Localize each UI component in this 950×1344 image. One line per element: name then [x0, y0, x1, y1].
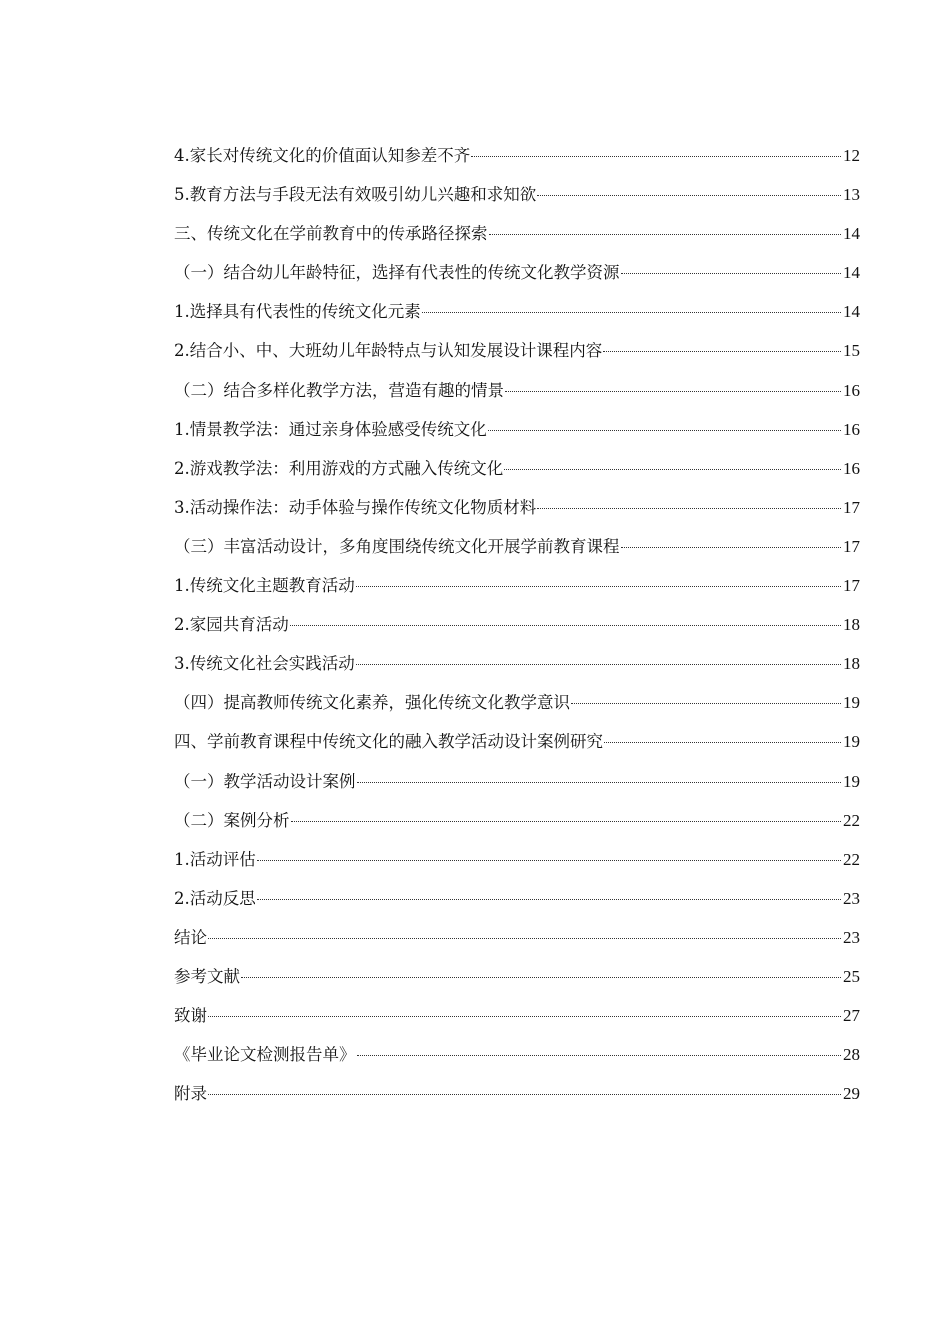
toc-entry-page: 28 — [843, 1045, 860, 1065]
toc-leader-dots — [208, 1094, 841, 1095]
toc-entry — [174, 605, 860, 644]
toc-entry — [174, 879, 860, 918]
toc-leader-dots — [291, 821, 842, 822]
toc-entry-title: 《毕业论文检测报告单》 — [174, 1045, 356, 1065]
toc-entry-page: 13 — [843, 185, 860, 205]
toc-entry — [174, 996, 860, 1035]
toc-entry-title: 结论 — [174, 927, 207, 947]
toc-leader-dots — [488, 430, 841, 431]
toc-entry — [174, 644, 860, 683]
toc-entry-title: 三、传统文化在学前教育中的传承路径探索 — [174, 224, 488, 244]
toc-entry-title: 四、学前教育课程中传统文化的融入教学活动设计案例研究 — [174, 732, 603, 752]
toc-entry — [174, 136, 860, 175]
toc-entry-page: 22 — [843, 810, 860, 830]
toc-entry — [174, 527, 860, 566]
toc-entry — [174, 253, 860, 292]
toc-entry-page: 12 — [843, 146, 860, 165]
toc-leader-dots — [621, 273, 842, 274]
toc-entry-page: 17 — [843, 497, 860, 517]
toc-entry-title: 3.传统文化社会实践活动 — [174, 654, 355, 674]
toc-leader-dots — [571, 703, 841, 704]
toc-leader-dots — [505, 391, 841, 392]
toc-entry-page: 19 — [843, 732, 860, 752]
toc-entry-title: （四）提高教师传统文化素养，强化传统文化教学意识 — [174, 693, 570, 713]
toc-leader-dots — [537, 508, 841, 509]
toc-entry — [174, 566, 860, 605]
toc-entry — [174, 801, 860, 840]
toc-leader-dots — [290, 625, 841, 626]
toc-entry-page: 18 — [843, 615, 860, 635]
toc-entry-page: 23 — [843, 888, 860, 908]
toc-entry-page: 15 — [843, 341, 860, 361]
toc-leader-dots — [489, 234, 842, 235]
toc-entry-page: 16 — [843, 380, 860, 400]
toc-entry-page: 23 — [843, 927, 860, 947]
toc-entry-page: 25 — [843, 966, 860, 986]
toc-entry-page: 17 — [843, 536, 860, 556]
toc-entry — [174, 488, 860, 527]
toc-leader-dots — [504, 469, 841, 470]
toc-entry-title: （一）教学活动设计案例 — [174, 771, 356, 791]
toc-leader-dots — [621, 547, 842, 548]
toc-leader-dots — [603, 351, 841, 352]
toc-entry-page: 19 — [843, 693, 860, 713]
toc-entry-page: 14 — [843, 224, 860, 244]
toc-entry-title: 2.结合小、中、大班幼儿年龄特点与认知发展设计课程内容 — [174, 341, 603, 361]
toc-entry-title: 2.游戏教学法：利用游戏的方式融入传统文化 — [174, 458, 504, 478]
toc-entry — [174, 371, 860, 410]
toc-entry-title: （二）案例分析 — [174, 810, 290, 830]
toc-leader-dots — [471, 156, 841, 157]
toc-leader-dots — [604, 742, 841, 743]
toc-entry-page: 16 — [843, 419, 860, 439]
toc-entry-title: （一）结合幼儿年龄特征，选择有代表性的传统文化教学资源 — [174, 263, 620, 283]
toc-entry-title: 1.情景教学法：通过亲身体验感受传统文化 — [174, 419, 487, 439]
toc-entry-page: 17 — [843, 576, 860, 596]
table-of-contents — [174, 136, 860, 1113]
toc-entry — [174, 331, 860, 370]
toc-entry-title: （二）结合多样化教学方法，营造有趣的情景 — [174, 380, 504, 400]
toc-entry-page: 14 — [843, 263, 860, 283]
toc-entry — [174, 683, 860, 722]
toc-entry-title: 附录 — [174, 1084, 207, 1104]
toc-leader-dots — [356, 664, 841, 665]
toc-leader-dots — [241, 977, 841, 978]
toc-entry-title: 4.家长对传统文化的价值面认知参差不齐 — [174, 146, 471, 165]
toc-leader-dots — [208, 938, 841, 939]
toc-leader-dots — [257, 860, 841, 861]
toc-leader-dots — [537, 195, 841, 196]
toc-entry-title: 2.活动反思 — [174, 888, 256, 908]
toc-entry — [174, 449, 860, 488]
toc-entry-title: 5.教育方法与手段无法有效吸引幼儿兴趣和求知欲 — [174, 185, 537, 205]
toc-leader-dots — [357, 782, 842, 783]
toc-entry — [174, 410, 860, 449]
toc-entry-title: 3.活动操作法：动手体验与操作传统文化物质材料 — [174, 497, 537, 517]
toc-entry — [174, 175, 860, 214]
toc-entry-page: 16 — [843, 458, 860, 478]
toc-entry-title: 致谢 — [174, 1006, 207, 1026]
toc-entry — [174, 1074, 860, 1113]
toc-entry — [174, 918, 860, 957]
toc-entry-page: 27 — [843, 1006, 860, 1026]
toc-entry-page: 19 — [843, 771, 860, 791]
toc-entry-title: （三）丰富活动设计，多角度围绕传统文化开展学前教育课程 — [174, 536, 620, 556]
toc-entry — [174, 957, 860, 996]
toc-leader-dots — [257, 899, 841, 900]
toc-entry-title: 1.选择具有代表性的传统文化元素 — [174, 302, 421, 322]
toc-entry-page: 14 — [843, 302, 860, 322]
toc-entry-page: 29 — [843, 1084, 860, 1104]
toc-entry-page: 18 — [843, 654, 860, 674]
toc-entry — [174, 214, 860, 253]
toc-entry-title: 1.活动评估 — [174, 849, 256, 869]
toc-entry — [174, 762, 860, 801]
toc-leader-dots — [208, 1016, 841, 1017]
toc-entry-page: 22 — [843, 849, 860, 869]
toc-entry-title: 2.家园共育活动 — [174, 615, 289, 635]
toc-entry — [174, 1035, 860, 1074]
toc-entry — [174, 292, 860, 331]
toc-leader-dots — [422, 312, 841, 313]
toc-entry — [174, 840, 860, 879]
toc-entry-title: 1.传统文化主题教育活动 — [174, 576, 355, 596]
toc-entry — [174, 722, 860, 761]
toc-entry-title: 参考文献 — [174, 966, 240, 986]
toc-leader-dots — [356, 586, 841, 587]
toc-leader-dots — [357, 1055, 842, 1056]
